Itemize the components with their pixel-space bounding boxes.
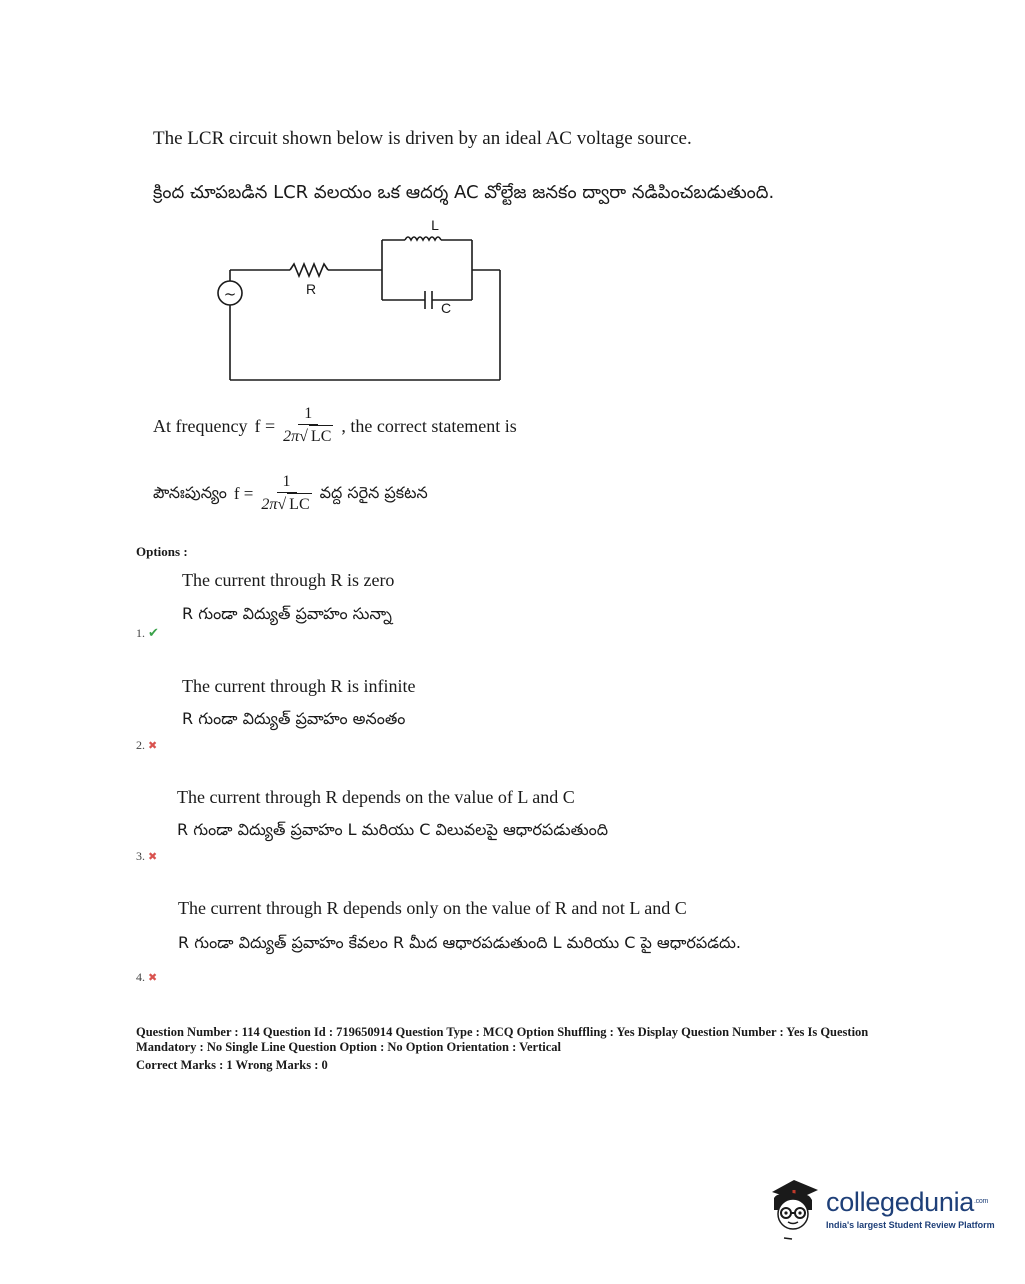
fraction-denominator: 2π√ LC <box>281 425 335 448</box>
resistor-zigzag <box>290 264 328 276</box>
option-2-english: The current through R is infinite <box>182 676 416 696</box>
metadata-line-3: Correct Marks : 1 Wrong Marks : 0 <box>136 1058 328 1072</box>
option-3-number <box>136 849 157 864</box>
frequency-telugu <box>153 472 428 516</box>
cross-icon: ✖ <box>148 739 158 752</box>
lcr-circuit-diagram <box>210 215 510 390</box>
frequency-prefix-telugu: పౌనఃపున్యం <box>153 482 227 502</box>
question-metadata <box>136 1025 896 1073</box>
option-number-label: 2. <box>136 738 145 752</box>
fraction-denominator-telugu: 2π√ LC <box>259 493 313 516</box>
fraction-numerator-telugu: 1 <box>277 472 297 493</box>
denominator-prefix-telugu: 2π <box>261 496 278 513</box>
frequency-f-telugu: f = <box>233 484 254 503</box>
denominator-root-telugu: LC <box>287 493 311 516</box>
ac-source-symbol: ~ <box>223 285 237 303</box>
option-1-telugu: R గుండా విద్యుత్ ప్రవాహం సున్నా <box>182 604 392 623</box>
question-english: The LCR circuit shown below is driven by an ideal AC voltage source. <box>153 128 692 149</box>
frequency-fraction <box>281 404 335 448</box>
question-telugu: క్రింద చూపబడిన LCR వలయం ఒక ఆదర్శ AC వోల్టేజ జనకం ద్వారా నడిపించబడుతుంది. <box>153 182 775 203</box>
denominator-root: LC <box>309 425 333 448</box>
option-number-label: 3. <box>136 849 145 863</box>
option-2-telugu: R గుండా విద్యుత్ ప్రవాహం అనంతం <box>182 709 406 728</box>
cross-icon: ✖ <box>148 971 158 984</box>
inductor-coil <box>405 237 441 240</box>
label-inductor: L <box>431 217 439 233</box>
logo-text <box>826 1188 995 1230</box>
option-3-telugu: R గుండా విద్యుత్ ప్రవాహం L మరియు C విలువలపై ఆధారపడుతుంది <box>177 820 609 839</box>
brand-com: .com <box>974 1198 989 1205</box>
metadata-line-1: Question Number : 114 Question Id : 719650914 Question Type : MCQ Option Shuffling : Yes Display Question Number : Yes Is Question <box>136 1025 869 1039</box>
metadata-line-2: Mandatory : No Single Line Question Option : No Option Orientation : Vertical <box>136 1040 562 1054</box>
fraction-numerator: 1 <box>298 404 318 425</box>
option-4-number <box>136 970 157 985</box>
frequency-f: f = <box>254 415 276 436</box>
checkmark-icon: ✔ <box>148 626 159 641</box>
label-capacitor: C <box>440 300 452 316</box>
option-4-english: The current through R depends only on the value of R and not L and C <box>178 898 687 918</box>
brand-name <box>826 1188 995 1216</box>
denominator-prefix: 2π <box>283 428 300 445</box>
frequency-suffix-telugu: వద్ద సరైన ప్రకటన <box>319 482 428 502</box>
frequency-english <box>153 404 517 448</box>
option-1-number <box>136 626 159 641</box>
label-resistor: R <box>305 281 317 297</box>
option-1-english: The current through R is zero <box>182 570 395 590</box>
brand-tagline: India's largest Student Review Platform <box>826 1220 995 1230</box>
cross-icon: ✖ <box>148 850 158 863</box>
options-label: Options : <box>136 544 188 559</box>
frequency-suffix: , the correct statement is <box>341 415 517 436</box>
option-2-number <box>136 738 157 753</box>
collegedunia-logo <box>764 1176 995 1242</box>
option-number-label: 1. <box>136 626 145 640</box>
option-3-english: The current through R depends on the value of L and C <box>177 787 575 807</box>
student-mascot-icon <box>764 1176 822 1242</box>
brand-name-text: collegedunia <box>826 1187 975 1217</box>
option-4-telugu: R గుండా విద్యుత్ ప్రవాహం కేవలం R మీద ఆధారపడుతుంది L మరియు C పై ఆధారపడదు. <box>178 933 741 952</box>
frequency-prefix: At frequency <box>153 415 248 436</box>
frequency-fraction-telugu <box>259 472 313 516</box>
option-number-label: 4. <box>136 970 145 984</box>
